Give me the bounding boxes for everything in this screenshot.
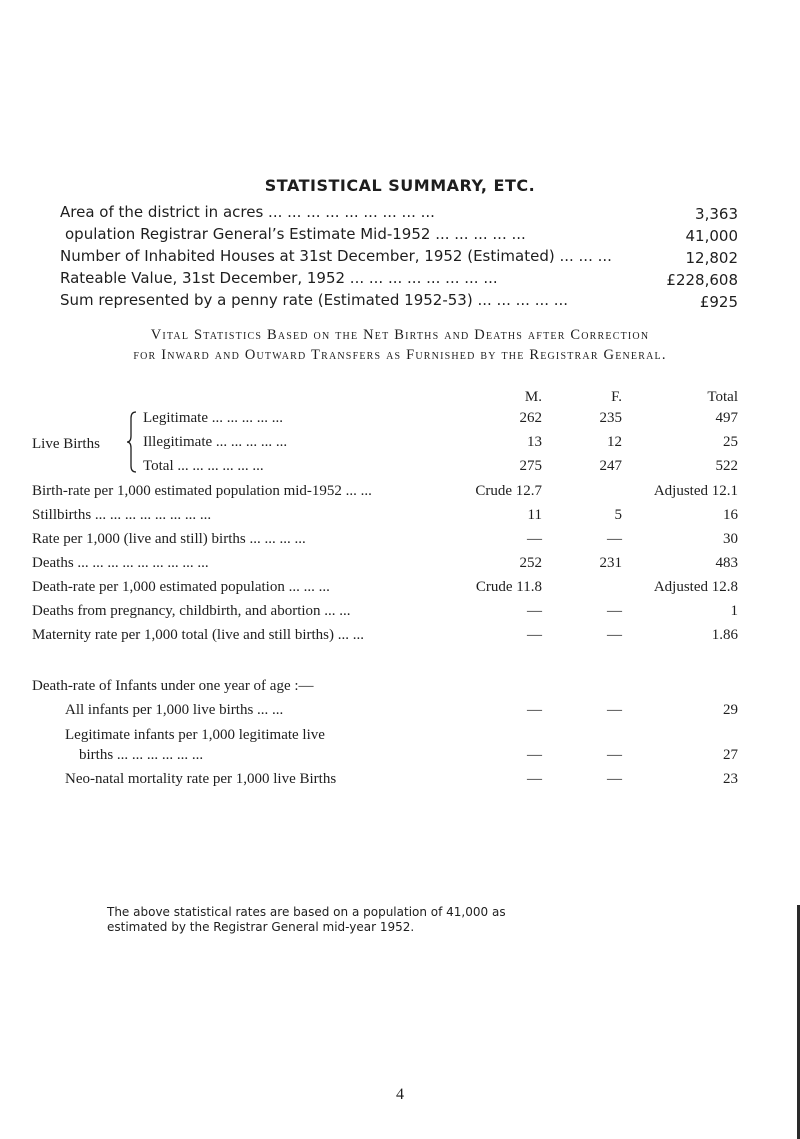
row-label-still-rate: Rate per 1,000 (live and still) births ... ... ... ... xyxy=(32,531,306,547)
summary-label-houses: Number of Inhabited Houses at 31st December, 1952 (Estimated) ... ... ... xyxy=(60,247,612,265)
summary-label-area: Area of the district in acres ... ... ... ... ... ... ... ... ... xyxy=(60,203,435,221)
row-label-birth-rate: Birth-rate per 1,000 estimated population mid-1952 ... ... xyxy=(32,483,372,499)
infant-row-total-neonatal: 23 xyxy=(723,771,738,787)
row-total-total: 522 xyxy=(715,458,738,474)
row-f-legitimate: 235 xyxy=(599,410,622,426)
infant-row-m-legitimate: — xyxy=(527,747,542,763)
row-label-legitimate: Legitimate ... ... ... ... ... xyxy=(143,410,283,426)
infant-row-total-legitimate: 27 xyxy=(723,747,738,763)
row-total-deaths: 483 xyxy=(715,555,738,571)
live-births-label: Live Births xyxy=(32,436,100,452)
row-total-illegitimate: 25 xyxy=(723,434,738,450)
row-m-stillbirths: 11 xyxy=(527,507,542,523)
page-title: STATISTICAL SUMMARY, ETC. xyxy=(264,176,536,195)
row-f-stillbirths: 5 xyxy=(614,507,622,523)
summary-value-rateable: £228,608 xyxy=(666,271,738,289)
row-total-still-rate: 30 xyxy=(723,531,738,547)
row-m-birth-rate: Crude 12.7 xyxy=(475,483,542,499)
row-m-total: 275 xyxy=(519,458,542,474)
row-total-maternity-rate: 1.86 xyxy=(711,627,738,643)
live-births-brace xyxy=(127,410,139,474)
column-header-m: M. xyxy=(524,389,542,405)
row-f-maternity-rate: — xyxy=(607,627,622,643)
column-header-f: F. xyxy=(611,389,622,405)
summary-value-area: 3,363 xyxy=(695,205,738,223)
infant-row-f-legitimate: — xyxy=(607,747,622,763)
infant-row-f-neonatal: — xyxy=(607,771,622,787)
row-label-stillbirths: Stillbirths ... ... ... ... ... ... ... ... xyxy=(32,507,212,523)
summary-label-penny-rate: Sum represented by a penny rate (Estimated 1952-53) ... ... ... ... ... xyxy=(60,291,569,309)
row-m-legitimate: 262 xyxy=(519,410,542,426)
summary-value-houses: 12,802 xyxy=(685,249,738,267)
infant-row-m-all: — xyxy=(527,702,542,718)
row-f-illegitimate: 12 xyxy=(607,434,622,450)
infant-row-m-neonatal: — xyxy=(527,771,542,787)
summary-value-penny-rate: £925 xyxy=(699,293,738,311)
row-f-deaths: 231 xyxy=(599,555,622,571)
row-total-birth-rate: Adjusted 12.1 xyxy=(653,483,738,499)
row-f-total: 247 xyxy=(599,458,622,474)
infant-row-label-legitimate: Legitimate infants per 1,000 legitimate live xyxy=(65,727,325,743)
row-m-illegitimate: 13 xyxy=(527,434,542,450)
footnote-line-1: The above statistical rates are based on a population of 41,000 as xyxy=(107,905,506,919)
row-m-maternity-rate: — xyxy=(527,627,542,643)
row-label-deaths: Deaths ... ... ... ... ... ... ... ... ... xyxy=(32,555,209,571)
row-f-still-rate: — xyxy=(607,531,622,547)
infant-row-total-all: 29 xyxy=(723,702,738,718)
vital-heading-line-2: for Inward and Outward Transfers as Furnished by the Registrar General. xyxy=(133,347,667,363)
row-total-legitimate: 497 xyxy=(715,410,738,426)
summary-label-rateable: Rateable Value, 31st December, 1952 ... ... ... ... ... ... ... ... xyxy=(60,269,498,287)
row-m-still-rate: — xyxy=(527,531,542,547)
row-label-illegitimate: Illegitimate ... ... ... ... ... xyxy=(143,434,288,450)
row-m-maternal-deaths: — xyxy=(527,603,542,619)
row-m-death-rate: Crude 11.8 xyxy=(475,579,542,595)
row-label-maternal-deaths: Deaths from pregnancy, childbirth, and abortion ... ... xyxy=(32,603,351,619)
page-number: 4 xyxy=(396,1086,404,1103)
column-header-total: Total xyxy=(707,389,738,405)
row-total-maternal-deaths: 1 xyxy=(730,603,738,619)
row-m-deaths: 252 xyxy=(519,555,542,571)
row-f-maternal-deaths: — xyxy=(607,603,622,619)
footnote-line-2: estimated by the Registrar General mid-year 1952. xyxy=(107,920,415,934)
row-label-total: Total ... ... ... ... ... ... xyxy=(143,458,264,474)
vital-heading-line-1: Vital Statistics Based on the Net Births and Deaths after Correction xyxy=(150,327,650,343)
summary-value-population: 41,000 xyxy=(685,227,738,245)
infant-heading: Death-rate of Infants under one year of age :— xyxy=(32,678,314,694)
summary-label-population: opulation Registrar General’s Estimate Mid-1952 ... ... ... ... ... xyxy=(65,225,526,243)
infant-row-label-all: All infants per 1,000 live births ... ... xyxy=(65,702,284,718)
row-total-stillbirths: 16 xyxy=(723,507,738,523)
infant-row-label-legitimate-cont: births ... ... ... ... ... ... xyxy=(79,747,204,763)
infant-row-f-all: — xyxy=(607,702,622,718)
row-total-death-rate: Adjusted 12.8 xyxy=(653,579,738,595)
row-label-maternity-rate: Maternity rate per 1,000 total (live and still births) ... ... xyxy=(32,627,365,643)
row-label-death-rate: Death-rate per 1,000 estimated population ... ... ... xyxy=(32,579,330,595)
infant-row-label-neonatal: Neo-natal mortality rate per 1,000 live Births xyxy=(65,771,337,787)
